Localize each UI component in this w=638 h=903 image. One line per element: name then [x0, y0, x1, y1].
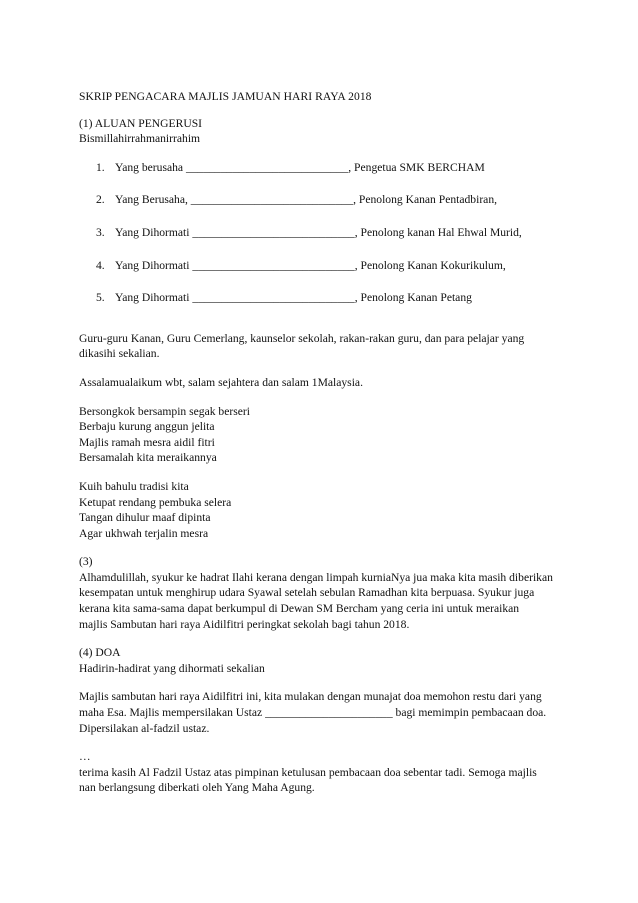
- section3-heading: (3): [79, 555, 93, 569]
- doa-paragraph: [79, 689, 584, 736]
- section-3: [79, 554, 584, 632]
- closing-line: nan berlangsung diberkati oleh Yang Maha Agung.: [79, 781, 315, 795]
- bismillah-line: Bismillahirrahmanirrahim: [79, 132, 201, 146]
- salutation-item: [79, 225, 584, 241]
- section4-address: Hadirin-hadirat yang dihormati sekalian: [79, 661, 265, 675]
- section4-heading: (4) DOA: [79, 646, 121, 660]
- section3-line: Alhamdulillah, syukur ke hadrat Ilahi kerana dengan limpah kurniaNya jua maka kita masih diberikan: [79, 570, 553, 584]
- salutation-text: Yang berusaha ____________________________, Pengetua SMK BERCHAM: [115, 160, 485, 174]
- salutation-item: [79, 258, 584, 274]
- salutation-text: Yang Dihormati ____________________________, Penolong kanan Hal Ehwal Murid,: [115, 225, 522, 239]
- section-4-doa: [79, 645, 584, 676]
- pantun-line: Berbaju kurung anggun jelita: [79, 420, 215, 434]
- salutation-item: [79, 160, 584, 176]
- audience-paragraph: [79, 331, 584, 362]
- doa-line: maha Esa. Majlis mempersilakan Ustaz ______________________ bagi memimpin pembacaan doa.: [79, 706, 547, 720]
- salutation-item: [79, 290, 584, 306]
- closing-paragraph: [79, 749, 584, 796]
- salutation-item: [79, 192, 584, 208]
- pantun-line: Bersamalah kita meraikannya: [79, 451, 217, 465]
- document-title: SKRIP PENGACARA MAJLIS JAMUAN HARI RAYA 2018: [79, 90, 372, 103]
- doa-line: Dipersilakan al-fadzil ustaz.: [79, 721, 210, 735]
- salutation-number: 3.: [96, 225, 105, 239]
- pantun-2: [79, 479, 584, 541]
- salutation-number: 1.: [96, 160, 105, 174]
- pantun-line: Majlis ramah mesra aidil fitri: [79, 435, 215, 449]
- salutation-text: Yang Dihormati ____________________________, Penolong Kanan Petang: [115, 291, 472, 305]
- ellipsis-mark: …: [79, 750, 91, 764]
- section-aluan-pengerusi: [79, 116, 584, 147]
- pantun-1: [79, 404, 584, 466]
- salutation-list: [79, 160, 584, 306]
- section3-line: majlis Sambutan hari raya Aidilfitri peringkat sekolah bagi tahun 2018.: [79, 617, 410, 631]
- pantun-line: Agar ukhwah terjalin mesra: [79, 526, 209, 540]
- pantun-line: Ketupat rendang pembuka selera: [79, 495, 232, 509]
- audience-line: dikasihi sekalian.: [79, 347, 160, 361]
- greeting-paragraph: [79, 375, 584, 391]
- salutation-number: 2.: [96, 193, 105, 207]
- pantun-line: Bersongkok bersampin segak berseri: [79, 404, 250, 418]
- pantun-line: Tangan dihulur maaf dipinta: [79, 511, 211, 525]
- document-page: [79, 89, 584, 809]
- pantun-line: Kuih bahulu tradisi kita: [79, 479, 189, 493]
- salutation-number: 4.: [96, 258, 105, 272]
- salutation-number: 5.: [96, 291, 105, 305]
- doa-line: Majlis sambutan hari raya Aidilfitri ini, kita mulakan dengan munajat doa memohon restu dari yang: [79, 690, 542, 704]
- closing-line: terima kasih Al Fadzil Ustaz atas pimpinan ketulusan pembacaan doa sebentar tadi. Semoga majlis: [79, 765, 537, 779]
- section3-line: kesempatan untuk menghirup udara Syawal setelah sebulan Ramadhan kita berpuasa. Syukur juga: [79, 586, 535, 600]
- section1-heading: (1) ALUAN PENGERUSI: [79, 116, 203, 130]
- salutation-text: Yang Dihormati ____________________________, Penolong Kanan Kokurikulum,: [115, 258, 506, 272]
- audience-line: Guru-guru Kanan, Guru Cemerlang, kaunselor sekolah, rakan-rakan guru, dan para pelajar yang: [79, 331, 525, 345]
- greeting-line: Assalamualaikum wbt, salam sejahtera dan salam 1Malaysia.: [79, 375, 363, 389]
- section3-line: kerana kita sama-sama dapat berkumpul di Dewan SM Bercham yang ceria ini untuk meraikan: [79, 602, 520, 616]
- salutation-text: Yang Berusaha, ____________________________, Penolong Kanan Pentadbiran,: [115, 193, 498, 207]
